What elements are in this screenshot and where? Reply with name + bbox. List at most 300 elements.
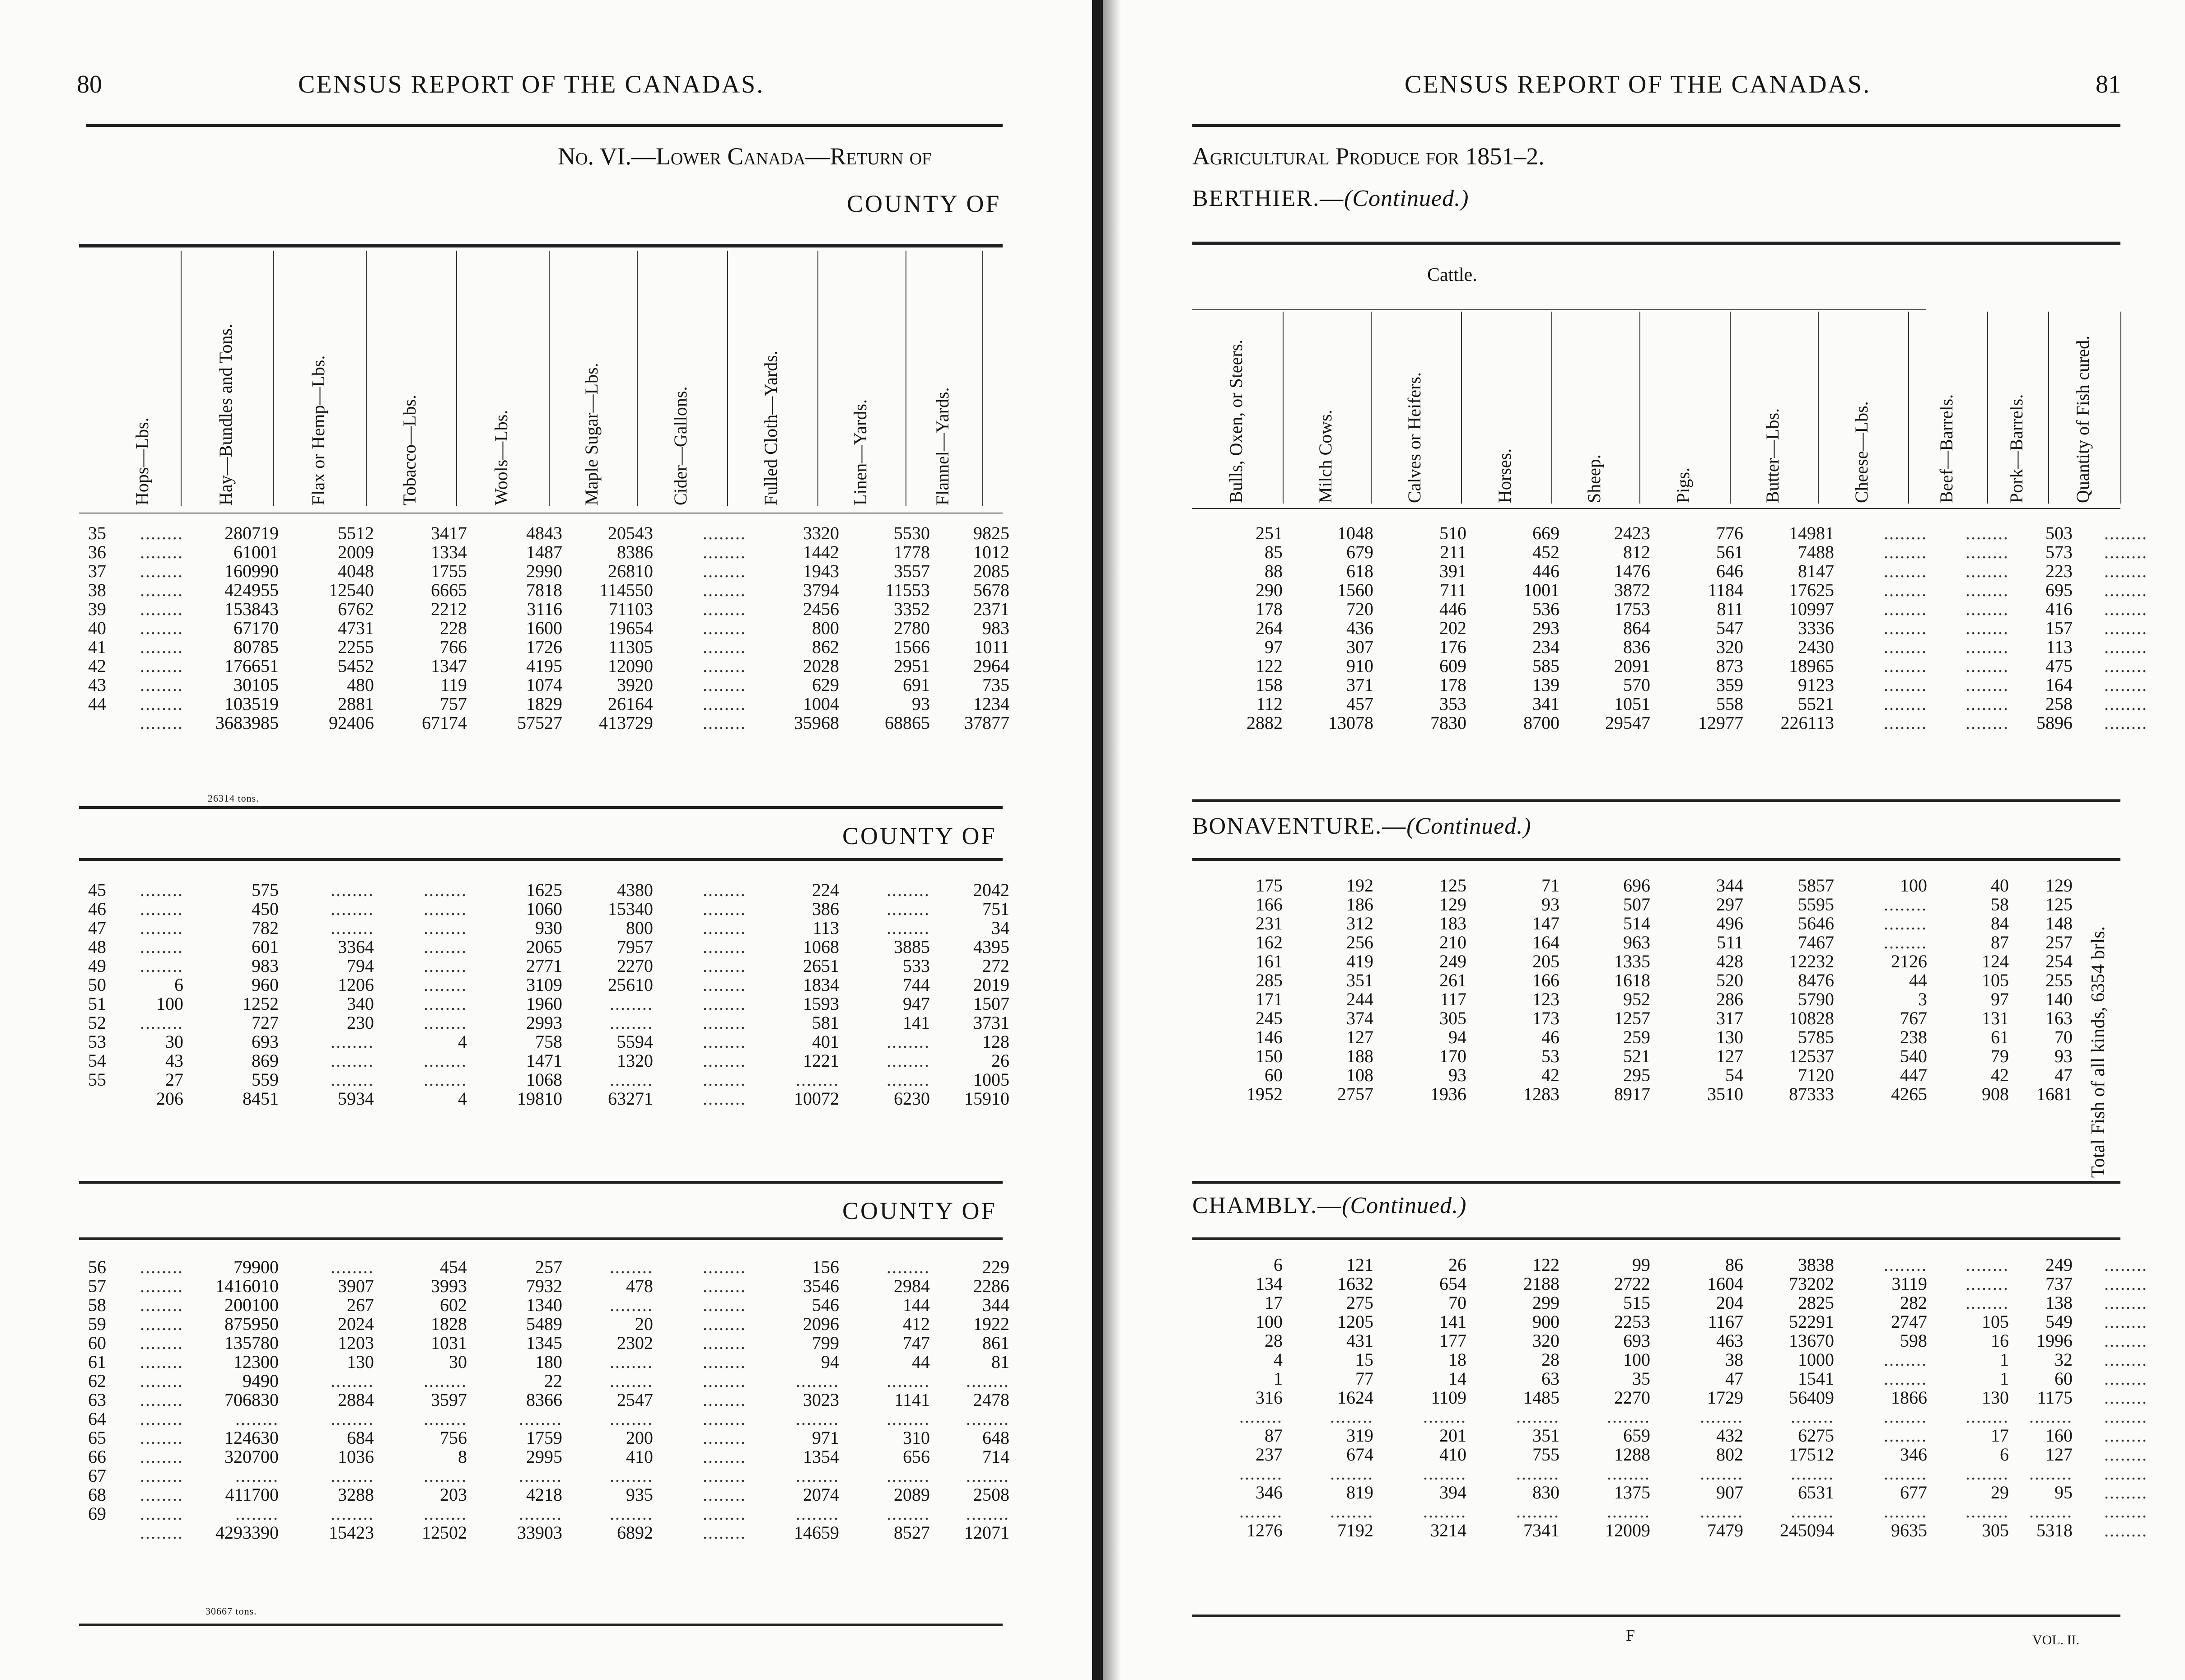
table-cell: ........ xyxy=(424,1409,467,1429)
table-cell: ........ xyxy=(331,1503,374,1524)
table-cell: 744 xyxy=(903,975,930,995)
table-cell: 2508 xyxy=(973,1484,1009,1505)
table-cell: 598 xyxy=(1900,1330,1927,1351)
table-cell: 3119 xyxy=(1891,1274,1927,1294)
total-cell: ........ xyxy=(140,1522,183,1543)
table-cell: 45 xyxy=(88,880,106,900)
column-header: Tobacco—Lbs. xyxy=(399,395,420,505)
table-cell: 4 xyxy=(1274,1349,1283,1370)
table-cell: 3597 xyxy=(431,1390,467,1410)
table-row xyxy=(1192,914,2075,933)
table-cell: ........ xyxy=(140,580,183,600)
block2-bottom-rule xyxy=(79,1181,1003,1184)
table-cell: 794 xyxy=(347,956,374,976)
chambly-bottom-rule xyxy=(1192,1615,2120,1617)
table-cell: 5595 xyxy=(1798,894,1834,915)
column-header: Cheese—Lbs. xyxy=(1851,401,1872,503)
table-cell: 100 xyxy=(1900,875,1927,896)
table-cell: 669 xyxy=(1532,523,1559,543)
table-cell: 204 xyxy=(1716,1293,1743,1313)
table-cell: 1335 xyxy=(1614,951,1650,971)
table-cell: 127 xyxy=(2045,1444,2073,1465)
data-table-bonaventure xyxy=(1192,876,2075,1104)
table-cell: ........ xyxy=(424,1503,467,1524)
table-row xyxy=(68,619,1012,638)
table-cell: 515 xyxy=(1623,1293,1650,1313)
table-row xyxy=(1192,1483,2150,1502)
table-cell: ........ xyxy=(424,1465,467,1486)
table-cell: 747 xyxy=(903,1333,930,1353)
total-cell: ........ xyxy=(2104,713,2148,733)
total-cell: ........ xyxy=(2104,1520,2148,1540)
table-cell: 412 xyxy=(903,1314,930,1334)
table-cell: 1167 xyxy=(1708,1311,1743,1332)
table-cell: 9825 xyxy=(973,523,1009,543)
table-cell: 3364 xyxy=(338,937,374,957)
table-cell: ........ xyxy=(424,956,467,976)
table-cell: 20543 xyxy=(608,523,653,543)
column-header: Quantity of Fish cured. xyxy=(2073,335,2093,503)
total-cell: 5318 xyxy=(2036,1520,2073,1540)
table-cell: 125 xyxy=(1439,875,1466,896)
table-cell: 12537 xyxy=(1789,1046,1834,1066)
table-cell: 286 xyxy=(1716,989,1743,1009)
table-cell: 8 xyxy=(458,1447,467,1467)
table-cell: ........ xyxy=(1884,637,1927,657)
table-cell: ........ xyxy=(2104,1425,2148,1446)
table-cell: 410 xyxy=(1439,1444,1466,1465)
table-cell: 1507 xyxy=(973,994,1009,1014)
table-cell: 56 xyxy=(88,1257,106,1277)
column-divider xyxy=(366,251,367,506)
table-row xyxy=(1192,524,2150,543)
table-cell: 2302 xyxy=(617,1333,653,1353)
column-divider xyxy=(273,251,274,506)
table-row xyxy=(68,957,1012,975)
table-cell: 29 xyxy=(1991,1482,2009,1503)
table-cell: ........ xyxy=(140,899,183,919)
total-cell: 12502 xyxy=(422,1522,467,1543)
table-cell: ........ xyxy=(1423,1406,1466,1427)
table-cell: 533 xyxy=(903,956,930,976)
table-row xyxy=(68,1428,1012,1447)
column-divider xyxy=(1551,312,1552,504)
table-row xyxy=(1192,1445,2150,1464)
total-cell: 206 xyxy=(156,1088,183,1109)
table-cell: ........ xyxy=(703,1013,746,1033)
table-cell: 575 xyxy=(252,880,279,900)
running-head-right: CENSUS REPORT OF THE CANADAS. xyxy=(1405,70,1871,98)
table-cell: 5857 xyxy=(1798,875,1834,896)
table-cell: ........ xyxy=(610,1465,653,1486)
table-cell: 1068 xyxy=(803,937,839,957)
table-cell: ........ xyxy=(235,1465,279,1486)
table-cell: 251 xyxy=(1256,523,1283,543)
table-cell: 1141 xyxy=(894,1390,930,1410)
table-cell: ........ xyxy=(140,1257,183,1277)
table-cell: ........ xyxy=(703,1276,746,1296)
table-cell: ........ xyxy=(2104,656,2148,676)
table-cell: ........ xyxy=(703,618,746,638)
table-cell: 140 xyxy=(2045,989,2073,1009)
table-cell: 47 xyxy=(88,918,106,938)
book-gutter xyxy=(1092,0,1103,1680)
table-cell: ........ xyxy=(703,880,746,900)
table-cell: ........ xyxy=(1966,1293,2009,1313)
column-header: Milch Cows. xyxy=(1315,410,1335,503)
table-cell: 53 xyxy=(88,1031,106,1052)
table-row xyxy=(1192,895,2075,914)
table-cell: 44 xyxy=(88,694,106,714)
table-cell: ........ xyxy=(887,918,930,938)
total-cell: 7192 xyxy=(1337,1520,1373,1540)
table-top-rule-right xyxy=(1192,242,2120,245)
table-cell: 2984 xyxy=(894,1276,930,1296)
table-cell: 86 xyxy=(1725,1255,1743,1275)
table-cell: 62 xyxy=(88,1371,106,1391)
total-cell: ........ xyxy=(1966,713,2009,733)
table-cell: 2024 xyxy=(338,1314,374,1334)
total-cell: 37877 xyxy=(964,713,1009,733)
table-cell: 157 xyxy=(2045,618,2073,638)
table-cell: 188 xyxy=(1346,1046,1373,1066)
table-cell: 1257 xyxy=(1614,1008,1650,1028)
table-cell: 60 xyxy=(88,1333,106,1353)
table-cell: 648 xyxy=(982,1428,1009,1448)
table-cell: 2430 xyxy=(1798,637,1834,657)
table-cell: ........ xyxy=(610,994,653,1014)
table-cell: 255 xyxy=(2045,970,2073,990)
table-row xyxy=(68,562,1012,581)
table-cell: 910 xyxy=(1346,656,1373,676)
total-cell: 1681 xyxy=(2036,1084,2073,1104)
table-cell: 257 xyxy=(2045,932,2073,952)
table-cell: 173 xyxy=(1532,1008,1559,1028)
table-cell: ........ xyxy=(703,1352,746,1372)
table-cell: 5530 xyxy=(894,523,930,543)
table-cell: ........ xyxy=(610,1409,653,1429)
total-cell: 1283 xyxy=(1523,1084,1559,1104)
table-cell: ........ xyxy=(235,1409,279,1429)
table-row xyxy=(68,1447,1012,1466)
table-cell: ........ xyxy=(140,694,183,714)
table-top-rule-left xyxy=(79,244,1003,247)
table-row xyxy=(1192,1274,2150,1293)
table-cell: 32 xyxy=(2054,1349,2073,1370)
table-cell: ........ xyxy=(796,1503,839,1524)
total-cell: 3683985 xyxy=(215,713,279,733)
table-cell: ........ xyxy=(703,1031,746,1052)
table-cell: 42 xyxy=(88,656,106,676)
table-cell: 7488 xyxy=(1798,542,1834,562)
table-cell: ........ xyxy=(1966,1274,2009,1294)
table-cell: ........ xyxy=(140,880,183,900)
table-cell: 802 xyxy=(1716,1444,1743,1465)
table-cell: 496 xyxy=(1716,913,1743,933)
table-row xyxy=(68,1391,1012,1409)
table-cell: ........ xyxy=(2029,1463,2073,1484)
table-row xyxy=(1192,1255,2150,1274)
table-cell: 559 xyxy=(252,1069,279,1090)
total-cell: 63271 xyxy=(608,1088,653,1109)
table-cell: 4380 xyxy=(617,880,653,900)
table-row xyxy=(68,524,1012,543)
table-cell: 727 xyxy=(252,1013,279,1033)
table-cell: 124 xyxy=(1982,951,2009,971)
column-divider xyxy=(1818,312,1819,504)
table-cell: 147 xyxy=(1532,913,1559,933)
table-row xyxy=(1192,1426,2150,1445)
table-cell: 5646 xyxy=(1798,913,1834,933)
column-divider xyxy=(549,251,550,506)
table-cell: ........ xyxy=(1966,694,2009,714)
table-cell: ........ xyxy=(2104,1482,2148,1503)
table-cell: 1541 xyxy=(1798,1368,1834,1389)
total-row xyxy=(68,714,1012,733)
table-cell: 65 xyxy=(88,1428,106,1448)
table-cell: 371 xyxy=(1346,675,1373,695)
table-cell: 394 xyxy=(1439,1482,1466,1503)
table-cell: 2096 xyxy=(803,1314,839,1334)
table-cell: 1960 xyxy=(526,994,562,1014)
table-cell: ........ xyxy=(140,599,183,619)
table-cell: 3336 xyxy=(1798,618,1834,638)
table-cell: 6665 xyxy=(431,580,467,600)
table-cell: 2722 xyxy=(1614,1274,1650,1294)
table-cell: ........ xyxy=(2104,1501,2148,1521)
table-cell: 510 xyxy=(1439,523,1466,543)
table-row xyxy=(68,543,1012,562)
table-cell: 5790 xyxy=(1798,989,1834,1009)
table-cell: ........ xyxy=(235,1503,279,1524)
table-cell: ........ xyxy=(331,918,374,938)
table-cell: 1726 xyxy=(526,637,562,657)
table-cell: 2253 xyxy=(1614,1311,1650,1332)
table-cell: 907 xyxy=(1716,1482,1743,1503)
total-cell: 92406 xyxy=(329,713,374,733)
table-cell: ........ xyxy=(1966,523,2009,543)
table-row xyxy=(1192,638,2150,657)
table-cell: 58 xyxy=(88,1295,106,1315)
table-cell: ........ xyxy=(331,899,374,919)
table-cell: 16 xyxy=(1991,1330,2009,1351)
table-cell: 22 xyxy=(544,1371,562,1391)
table-cell: ........ xyxy=(1884,1406,1927,1427)
table-cell: 229 xyxy=(982,1257,1009,1277)
table-cell: 3838 xyxy=(1798,1255,1834,1275)
table-cell: 35 xyxy=(1632,1368,1650,1389)
table-cell: 446 xyxy=(1439,599,1466,619)
table-cell: 60 xyxy=(2054,1368,2073,1389)
total-cell: 7341 xyxy=(1523,1520,1559,1540)
table-cell: 52291 xyxy=(1789,1311,1834,1332)
table-cell: 503 xyxy=(2045,523,2073,543)
table-cell: ........ xyxy=(424,1013,467,1033)
column-header: Butter—Lbs. xyxy=(1762,408,1783,503)
county-label-1: COUNTY OF xyxy=(847,190,1001,217)
table-cell: 6762 xyxy=(338,599,374,619)
table-cell: 5678 xyxy=(973,580,1009,600)
table-cell: ........ xyxy=(1966,1406,2009,1427)
table-cell: 148 xyxy=(2045,913,2073,933)
table-cell: ........ xyxy=(1884,1501,1927,1521)
table-cell: 3731 xyxy=(973,1013,1009,1033)
table-cell: 46 xyxy=(1541,1027,1559,1047)
table-cell: 1593 xyxy=(803,994,839,1014)
table-cell: 37 xyxy=(88,561,106,581)
table-cell: 521 xyxy=(1623,1046,1650,1066)
table-cell: ........ xyxy=(2104,1406,2148,1427)
table-cell: ........ xyxy=(1239,1501,1283,1521)
table-cell: 711 xyxy=(1440,580,1466,600)
table-cell: ........ xyxy=(140,618,183,638)
table-cell: ........ xyxy=(1966,656,2009,676)
table-cell: 69 xyxy=(88,1503,106,1524)
total-cell: 35968 xyxy=(794,713,839,733)
table-row xyxy=(68,1032,1012,1051)
table-cell: 44 xyxy=(1909,970,1927,990)
total-cell: 245094 xyxy=(1780,1520,1834,1540)
table-cell: 3116 xyxy=(527,599,562,619)
table-row xyxy=(68,1504,1012,1523)
total-cell: 12071 xyxy=(964,1522,1009,1543)
table-cell: 224 xyxy=(812,880,839,900)
table-cell: 15 xyxy=(1355,1349,1373,1370)
column-divider xyxy=(1371,312,1372,504)
table-cell: 105 xyxy=(1982,970,2009,990)
table-cell: 3920 xyxy=(617,675,653,695)
table-cell: 450 xyxy=(252,899,279,919)
table-cell: 117 xyxy=(1440,989,1466,1009)
table-cell: 4731 xyxy=(338,618,374,638)
table-cell: 1000 xyxy=(1798,1349,1834,1370)
table-cell: 211 xyxy=(1440,542,1466,562)
table-cell: ........ xyxy=(703,580,746,600)
table-cell: 4218 xyxy=(526,1484,562,1505)
table-cell: 35 xyxy=(88,523,106,543)
table-cell: 49 xyxy=(88,956,106,976)
table-row xyxy=(68,1353,1012,1372)
table-row xyxy=(1192,543,2150,562)
table-cell: 138 xyxy=(2045,1293,2073,1313)
table-cell: 93 xyxy=(1541,894,1559,915)
table-cell: 79 xyxy=(1991,1046,2009,1066)
total-cell: 7830 xyxy=(1430,713,1466,733)
table-cell: 176651 xyxy=(224,656,279,676)
table-cell: 475 xyxy=(2045,656,2073,676)
table-cell: ........ xyxy=(610,1013,653,1033)
table-cell: 1625 xyxy=(526,880,562,900)
table-cell: 99 xyxy=(1632,1255,1650,1275)
table-cell: 6 xyxy=(174,975,183,995)
total-cell: 1936 xyxy=(1430,1084,1466,1104)
tons-note-1: 26314 tons. xyxy=(208,793,259,804)
page-number-left: 80 xyxy=(77,70,102,98)
table-cell: ........ xyxy=(703,599,746,619)
table-cell: ........ xyxy=(140,1484,183,1505)
table-cell: 175 xyxy=(1256,875,1283,896)
table-cell: 192 xyxy=(1346,875,1373,896)
table-cell: 27 xyxy=(165,1069,183,1090)
table-cell: ........ xyxy=(703,1503,746,1524)
table-cell: 424955 xyxy=(224,580,279,600)
column-header: Flax or Hemp—Lbs. xyxy=(308,355,328,505)
table-cell: 249 xyxy=(2045,1255,2073,1275)
column-header: Hops—Lbs. xyxy=(131,417,152,505)
table-cell: 520 xyxy=(1716,970,1743,990)
table-cell: ........ xyxy=(703,542,746,562)
table-cell: 245 xyxy=(1256,1008,1283,1028)
table-cell: ........ xyxy=(610,1257,653,1277)
table-cell: 410 xyxy=(626,1447,653,1467)
column-header: Calves or Heifers. xyxy=(1404,372,1424,503)
table-cell: 861 xyxy=(982,1333,1009,1353)
table-cell: ........ xyxy=(703,1390,746,1410)
table-cell: ........ xyxy=(887,1257,930,1277)
table-cell: 135780 xyxy=(224,1333,279,1353)
table-cell: 93 xyxy=(912,694,930,714)
table-cell: 161 xyxy=(1256,951,1283,971)
table-cell: ........ xyxy=(1516,1406,1559,1427)
table-cell: 1778 xyxy=(894,542,930,562)
table-cell: 319 xyxy=(1346,1425,1373,1446)
table-cell: 317 xyxy=(1716,1008,1743,1028)
table-cell: ........ xyxy=(140,1428,183,1448)
table-cell: 3907 xyxy=(338,1276,374,1296)
table-cell: 2270 xyxy=(1614,1387,1650,1408)
table-cell: 88 xyxy=(1265,561,1283,581)
table-cell: 50 xyxy=(88,975,106,995)
table-cell: 549 xyxy=(2045,1311,2073,1332)
table-cell: 8366 xyxy=(526,1390,562,1410)
table-cell: 646 xyxy=(1716,561,1743,581)
table-cell: 346 xyxy=(1900,1444,1927,1465)
table-cell: 561 xyxy=(1716,542,1743,562)
table-cell: 737 xyxy=(2045,1274,2073,1294)
table-cell: 26810 xyxy=(608,561,653,581)
table-cell: 2126 xyxy=(1891,951,1927,971)
header-bottom-rule-right xyxy=(1192,508,2120,509)
table-cell: 200 xyxy=(626,1428,653,1448)
table-cell: ........ xyxy=(887,1409,930,1429)
table-row xyxy=(1192,1028,2075,1047)
column-header: Fulled Cloth—Yards. xyxy=(761,350,781,505)
column-divider xyxy=(727,251,728,506)
total-cell: 57527 xyxy=(517,713,562,733)
table-cell: 130 xyxy=(1982,1387,2009,1408)
table-cell: ........ xyxy=(140,675,183,695)
table-cell: 3993 xyxy=(431,1276,467,1296)
table-cell: ........ xyxy=(140,637,183,657)
table-cell: 1375 xyxy=(1614,1482,1650,1503)
table-cell: 540 xyxy=(1900,1046,1927,1066)
table-cell: 85 xyxy=(1265,542,1283,562)
block2-top-rule xyxy=(79,858,1003,861)
table-cell: ........ xyxy=(703,1050,746,1071)
table-cell: ........ xyxy=(703,523,746,543)
column-header: Sheep. xyxy=(1583,454,1604,503)
table-cell: 202 xyxy=(1439,618,1466,638)
total-cell: 6230 xyxy=(894,1088,930,1109)
total-cell: 12977 xyxy=(1698,713,1743,733)
table-cell: ........ xyxy=(519,1503,562,1524)
table-cell: ........ xyxy=(1884,1425,1927,1446)
table-cell: 183 xyxy=(1439,913,1466,933)
total-cell: 19810 xyxy=(517,1088,562,1109)
table-cell: 971 xyxy=(812,1428,839,1448)
table-cell: ........ xyxy=(140,656,183,676)
table-cell: 684 xyxy=(347,1428,374,1448)
